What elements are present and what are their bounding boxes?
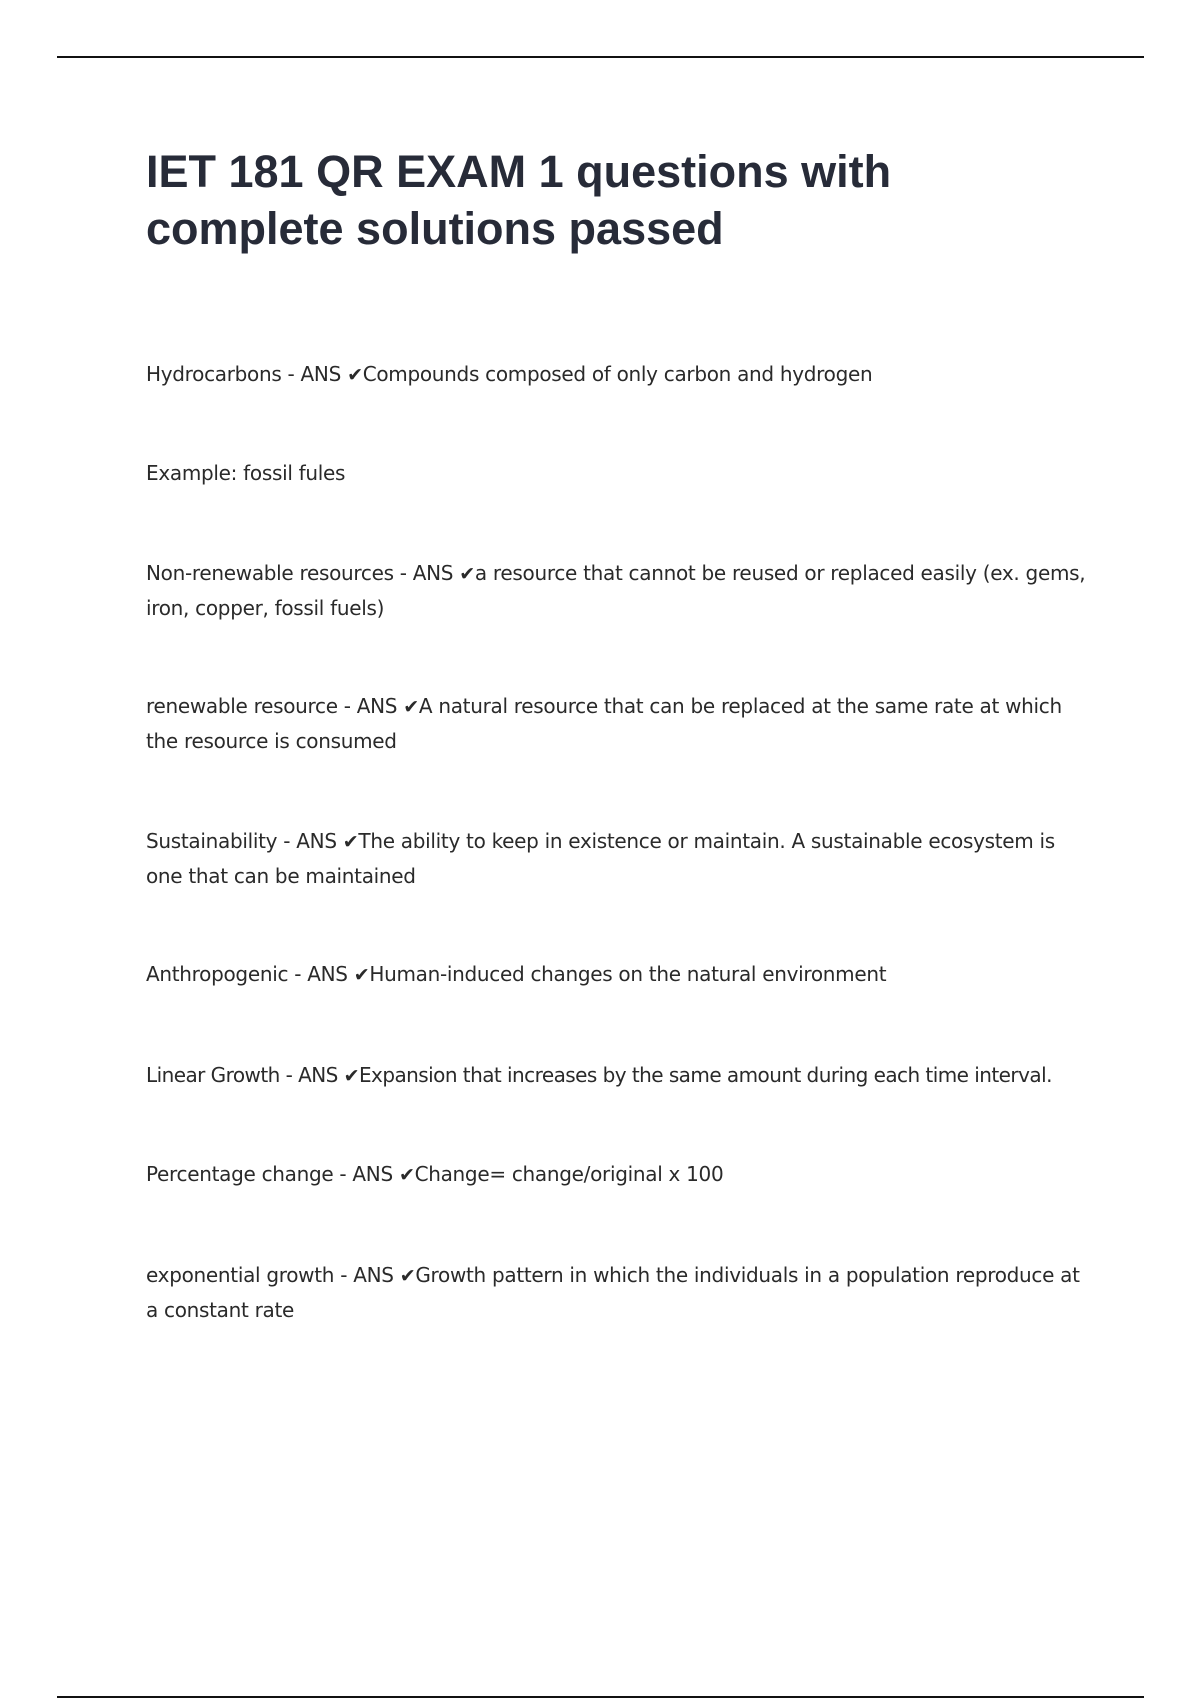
answer-marker: ANS [298, 1063, 338, 1087]
entry-definition: Compounds composed of only carbon and hydrogen [362, 362, 873, 386]
qa-entry: Linear Growth - ANS ✔Expansion that increases by the same amount during each time interval. [146, 1063, 1052, 1087]
check-icon: ✔ [343, 1065, 359, 1087]
answer-marker: ANS [353, 1263, 394, 1287]
answer-marker: ANS [307, 962, 348, 986]
entry-term: exponential growth [146, 1263, 335, 1287]
answer-marker: ANS [356, 694, 398, 718]
entry-definition: a resource that cannot be reused or replaced easily (ex. gems, iron, copper, fossil fuels) [146, 561, 1086, 620]
qa-note [146, 456, 1086, 490]
check-icon: ✔ [398, 1164, 415, 1186]
answer-marker: ANS [300, 362, 341, 386]
qa-entry: renewable resource - ANS ✔A natural resource that can be replaced at the same rate at which the resource is consumed [146, 694, 1062, 753]
check-icon: ✔ [403, 696, 419, 718]
entry-term: Sustainability [146, 829, 278, 853]
entry-definition: Growth pattern in which the individuals in a population reproduce at a constant rate [146, 1263, 1080, 1322]
entry-definition: Human-induced changes on the natural environment [369, 962, 887, 986]
entry-definition: Change= change/original x 100 [414, 1162, 724, 1186]
entry-term: renewable resource [146, 694, 338, 718]
entry-term: Anthropogenic [146, 962, 289, 986]
qa-entry: Sustainability - ANS ✔The ability to keep in existence or maintain. A sustainable ecosystem is one that can be maintained [146, 829, 1055, 888]
qa-entry: exponential growth - ANS ✔Growth pattern in which the individuals in a population reproduce at a constant rate [146, 1263, 1080, 1322]
entry-definition: The ability to keep in existence or maintain. A sustainable ecosystem is one that can be maintained [146, 829, 1055, 888]
entry-term: Percentage change [146, 1162, 334, 1186]
check-icon: ✔ [353, 964, 370, 986]
check-icon: ✔ [459, 563, 475, 585]
bottom-rule [57, 1696, 1144, 1698]
entry-definition: A natural resource that can be replaced at the same rate at which the resource is consumed [146, 694, 1062, 753]
top-rule [57, 56, 1144, 58]
entry-term: Hydrocarbons [146, 362, 282, 386]
qa-entry: Non-renewable resources - ANS ✔a resource that cannot be reused or replaced easily (ex. gems, iron, copper, fossil fuels) [146, 561, 1086, 620]
entry-definition: Expansion that increases by the same amount during each time interval. [358, 1063, 1052, 1087]
entry-note: Example: fossil fules [146, 461, 346, 485]
document-title: IET 181 QR EXAM 1 questions with complete solutions passed [146, 146, 892, 254]
qa-entry: Percentage change - ANS ✔Change= change/original x 100 [146, 1162, 724, 1186]
entry-term: Linear Growth [146, 1063, 280, 1087]
check-icon: ✔ [399, 1265, 416, 1287]
check-icon: ✔ [347, 364, 363, 386]
qa-entry: Anthropogenic - ANS ✔Human-induced changes on the natural environment [146, 962, 887, 986]
check-icon: ✔ [342, 831, 359, 853]
qa-entry: Hydrocarbons - ANS ✔Compounds composed of only carbon and hydrogen [146, 362, 873, 386]
answer-marker: ANS [296, 829, 337, 853]
entry-term: Non-renewable resources [146, 561, 394, 585]
answer-marker: ANS [412, 561, 454, 585]
answer-marker: ANS [352, 1162, 393, 1186]
